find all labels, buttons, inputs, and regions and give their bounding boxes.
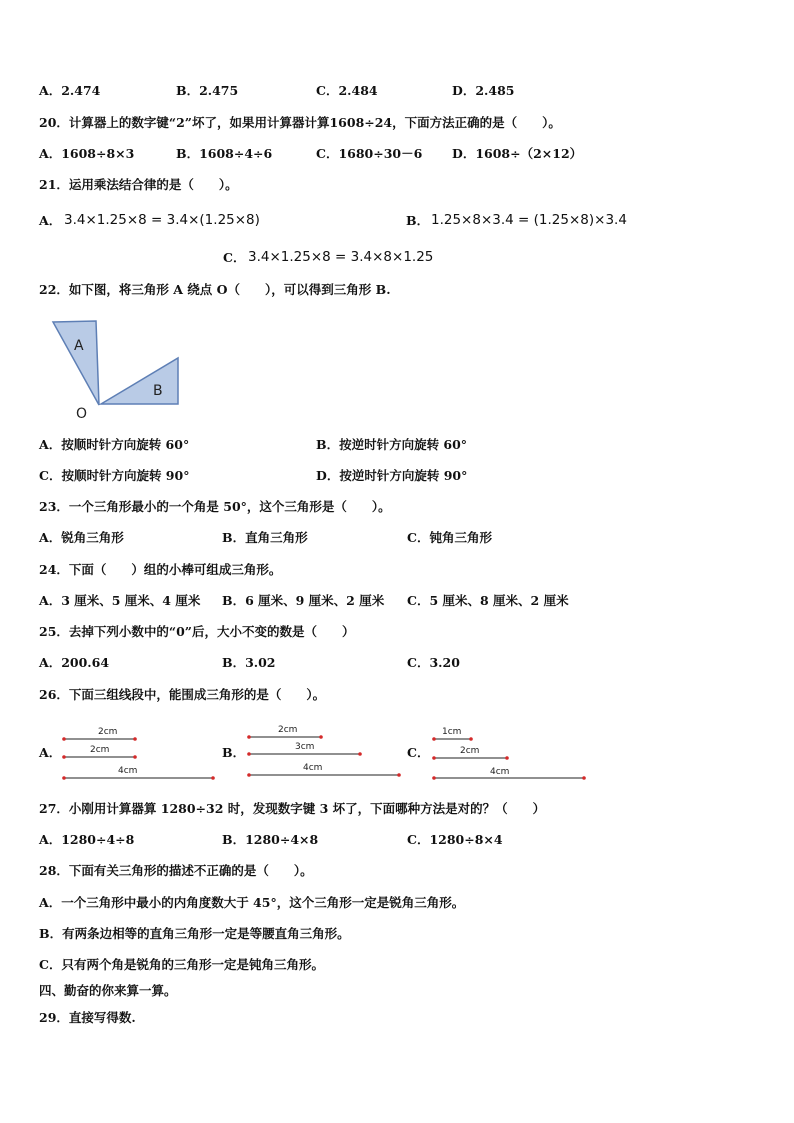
endpoint	[247, 773, 251, 777]
q26-group-c-figure	[430, 723, 590, 785]
q19-option-d: D．2.485	[452, 83, 515, 98]
triangle-a-label: A	[74, 338, 84, 354]
segment-label: 4cm	[490, 767, 510, 777]
q28-option-c: C．只有两个角是锐角的三角形一定是钝角三角形。	[39, 957, 324, 972]
triangle-a	[53, 321, 99, 405]
q21-option-a-label: A．	[39, 213, 62, 228]
endpoint	[211, 776, 215, 780]
q26-stem: 26．下面三组线段中，能围成三角形的是（ ）。	[39, 687, 326, 702]
endpoint	[247, 752, 251, 756]
endpoint	[432, 737, 436, 741]
rotation-figure	[45, 315, 190, 425]
endpoint	[397, 773, 401, 777]
q21-option-c-expression: 3.4×1.25×8 = 3.4×8×1.25	[248, 249, 434, 265]
segment-label: 2cm	[98, 727, 118, 737]
endpoint	[247, 735, 251, 739]
q19-option-b: B．2.475	[176, 83, 239, 98]
q22-option-c: C．按顺时针方向旋转 90°	[39, 468, 190, 483]
endpoint	[469, 737, 473, 741]
segment-label: 3cm	[295, 742, 315, 752]
q22-option-d: D．按逆时针方向旋转 90°	[316, 468, 468, 483]
q22-stem: 22．如下图，将三角形 A 绕点 O（ ），可以得到三角形 B.	[39, 282, 391, 297]
q20-option-a: A．1608÷8×3	[39, 146, 135, 161]
endpoint	[432, 776, 436, 780]
q20-stem: 20．计算器上的数字键“2”坏了，如果用计算器计算1608÷24，下面方法正确的是（ ）。	[39, 115, 561, 130]
endpoint	[133, 755, 137, 759]
endpoint	[358, 752, 362, 756]
q23-option-b: B．直角三角形	[222, 530, 308, 545]
triangle-b-label: B	[153, 383, 163, 399]
q24-option-a: A．3 厘米、5 厘米、4 厘米	[39, 593, 201, 608]
q19-option-a: A．2.474	[39, 83, 101, 98]
q28-option-a: A．一个三角形中最小的内角度数大于 45°，这个三角形一定是锐角三角形。	[39, 895, 465, 910]
endpoint	[133, 737, 137, 741]
q24-stem: 24．下面（ ）组的小棒可组成三角形。	[39, 562, 282, 577]
triangle-b	[101, 358, 178, 404]
q21-option-c-label: C．	[223, 250, 246, 265]
q27-stem: 27．小刚用计算器算 1280÷32 时，发现数字键 3 坏了，下面哪种方法是对的？（ ）	[39, 801, 546, 816]
q26-group-a-figure	[60, 722, 220, 784]
endpoint	[319, 735, 323, 739]
point-o-label: O	[76, 406, 88, 422]
q26-group-b-figure	[245, 720, 405, 782]
segment-label: 2cm	[278, 725, 298, 735]
q27-option-a: A．1280÷4÷8	[39, 832, 135, 847]
q28-stem: 28．下面有关三角形的描述不正确的是（ ）。	[39, 863, 313, 878]
segment-label: 4cm	[303, 763, 323, 773]
q25-option-b: B．3.02	[222, 655, 276, 670]
q25-option-a: A．200.64	[39, 655, 110, 670]
q24-option-b: B．6 厘米、9 厘米、2 厘米	[222, 593, 385, 608]
q22-option-a: A．按顺时针方向旋转 60°	[39, 437, 190, 452]
segment-label: 1cm	[442, 727, 462, 737]
q28-option-b: B．有两条边相等的直角三角形一定是等腰直角三角形。	[39, 926, 350, 941]
q25-option-c: C．3.20	[407, 655, 460, 670]
endpoint	[62, 755, 66, 759]
q29-stem: 29．直接写得数.	[39, 1010, 136, 1025]
q22-option-b: B．按逆时针方向旋转 60°	[316, 437, 468, 452]
section-4-title: 四、勤奋的你来算一算。	[39, 983, 177, 998]
q27-option-c: C．1280÷8×4	[407, 832, 503, 847]
q25-stem: 25．去掉下列小数中的“0”后，大小不变的数是（ ）	[39, 624, 355, 639]
endpoint	[582, 776, 586, 780]
q24-option-c: C．5 厘米、8 厘米、2 厘米	[407, 593, 569, 608]
endpoint	[62, 737, 66, 741]
q19-option-c: C．2.484	[316, 83, 378, 98]
q26-group-c-label: C．	[407, 745, 430, 760]
q21-option-a-expression: 3.4×1.25×8 = 3.4×(1.25×8)	[64, 212, 260, 228]
q20-option-b: B．1608÷4÷6	[176, 146, 273, 161]
q21-option-b-expression: 1.25×8×3.4 = (1.25×8)×3.4	[431, 212, 627, 228]
q26-group-b-label: B．	[222, 745, 246, 760]
q21-stem: 21．运用乘法结合律的是（ ）。	[39, 177, 238, 192]
endpoint	[62, 776, 66, 780]
q20-option-d: D．1608÷（2×12）	[452, 146, 583, 161]
q20-option-c: C．1680÷30－6	[316, 146, 423, 161]
q26-group-a-label: A．	[39, 745, 62, 760]
segment-label: 2cm	[90, 745, 110, 755]
q27-option-b: B．1280÷4×8	[222, 832, 319, 847]
q23-option-a: A．锐角三角形	[39, 530, 124, 545]
q23-stem: 23．一个三角形最小的一个角是 50°，这个三角形是（ ）。	[39, 499, 391, 514]
q23-option-c: C．钝角三角形	[407, 530, 492, 545]
segment-label: 2cm	[460, 746, 480, 756]
endpoint	[432, 756, 436, 760]
q21-option-b-label: B．	[406, 213, 430, 228]
segment-label: 4cm	[118, 766, 138, 776]
endpoint	[505, 756, 509, 760]
